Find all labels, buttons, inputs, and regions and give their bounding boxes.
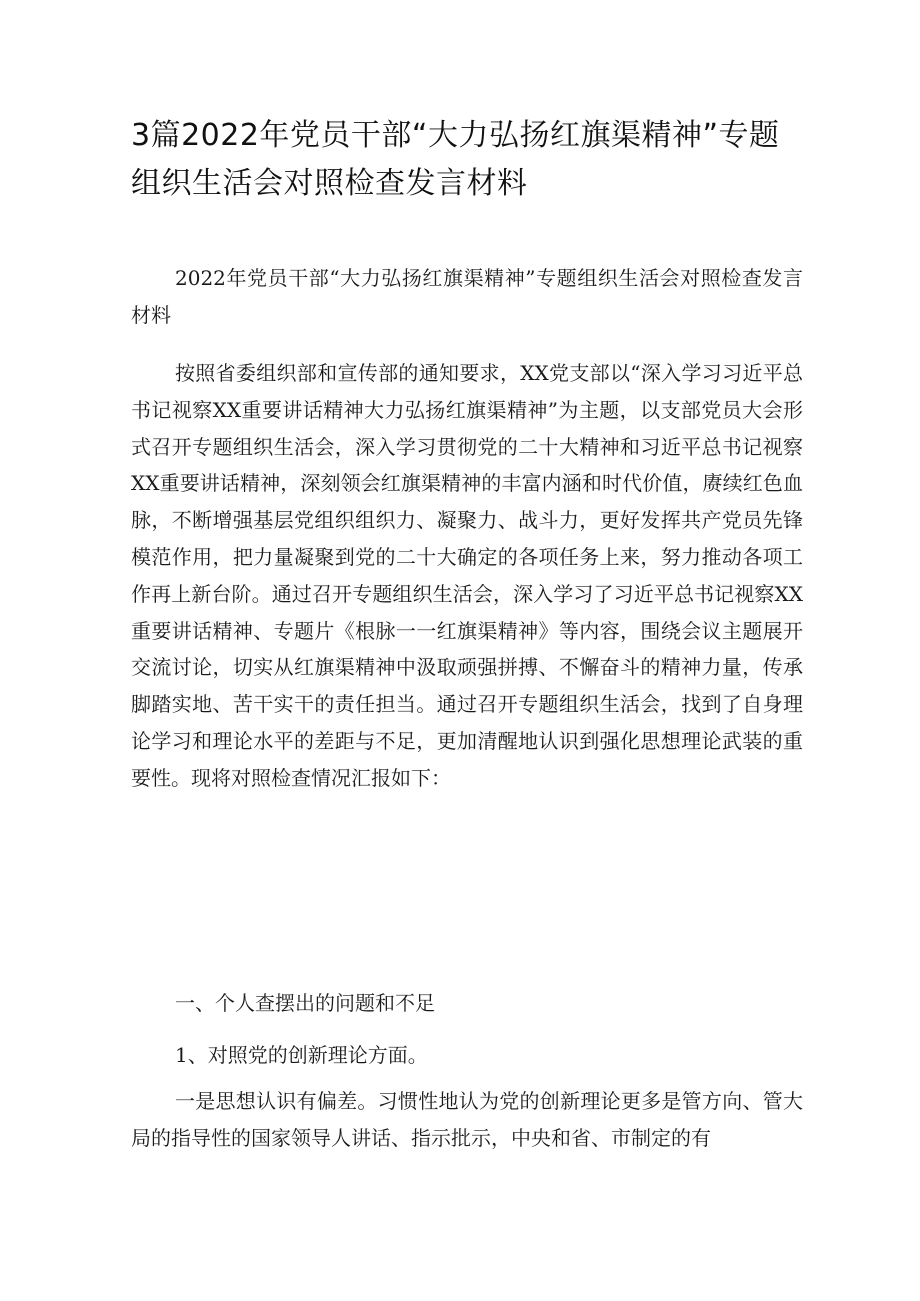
section-heading: 一、个人查摆出的问题和不足	[175, 991, 435, 1015]
item-heading: 1、对照党的创新理论方面。	[175, 1043, 428, 1067]
intro-paragraph: 按照省委组织部和宣传部的通知要求，XX党支部以“深入学习习近平总书记视察XX重要讲话精神大力弘扬红旗渠精神”为主题，以支部党员大会形式召开专题组织生活会，深入学习贯彻党的二十大精神和习近平总书记视察XX重要讲话精神，深刻领会红旗渠精神的丰富内涵和时代价值，赓续红色血脉，不断增强基层党组织组织力、凝聚力、战斗力，更好发挥共产党员先锋模范作用，把力量凝聚到党的二十大确定的各项任务上来，努力推动各项工作再上新台阶。通过召开专题组织生活会，深入学习了习近平总书记视察XX重要讲话精神、专题片《根脉一一红旗渠精神》等内容，围绕会议主题展开交流讨论，切实从红旗渠精神中汲取顽强拼搏、不懈奋斗的精神力量，传承脚踏实地、苦干实干的责任担当。通过召开专题组织生活会，找到了自身理论学习和理论水平的差距与不足，更加清醒地认识到强化思想理论武装的重要性。现将对照检查情况汇报如下：	[131, 361, 803, 790]
document-title: 3篇2022年党员干部“大力弘扬红旗渠精神”专题组织生活会对照检查发言材料	[131, 118, 780, 201]
point-paragraph: 一是思想认识有偏差。习惯性地认为党的创新理论更多是管方向、管大局的指导性的国家领导人讲话、指示批示，中央和省、市制定的有	[131, 1089, 803, 1150]
document-subtitle: 2022年党员干部“大力弘扬红旗渠精神”专题组织生活会对照检查发言材料	[131, 266, 803, 327]
